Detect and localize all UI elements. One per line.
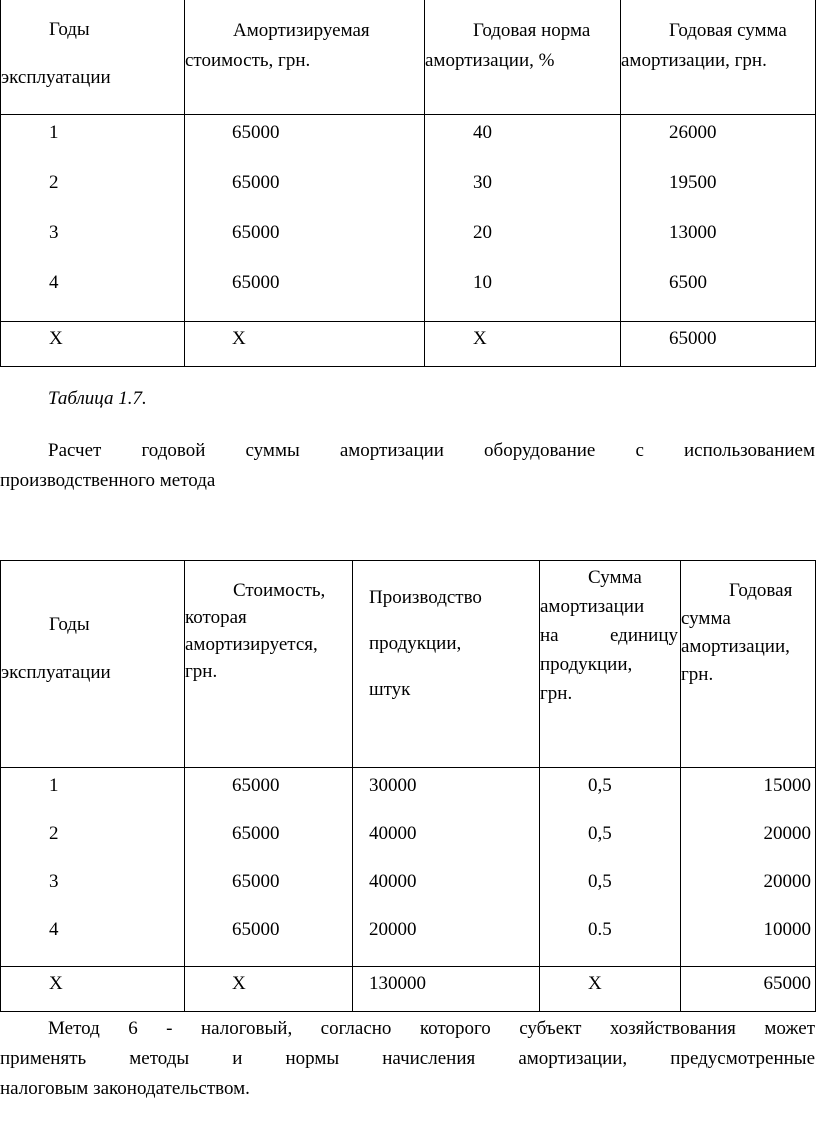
header-text: продукции, (540, 654, 633, 675)
header-text: которая (185, 607, 247, 628)
table-cell: 3 (49, 222, 59, 243)
header-text: грн. (681, 664, 714, 685)
table-cell: 13000 (669, 222, 717, 243)
depreciation-table-declining (0, 0, 816, 367)
paragraph-line: Метод 6 - налоговый, согласно которого субъект хозяйствования может (48, 1018, 815, 1039)
table2-total-row (1, 967, 816, 1012)
table-cell: 65000 (232, 272, 280, 293)
header-text: грн. (540, 683, 573, 704)
table-cell: 26000 (669, 122, 717, 143)
table2-col-production (353, 768, 540, 967)
table-cell: X (185, 967, 353, 1012)
table-cell: X (425, 322, 621, 367)
header-text: Амортизируемая (233, 20, 370, 41)
table1-header-value (185, 0, 425, 115)
table-cell: 65000 (232, 775, 280, 796)
table-cell: 0,5 (588, 823, 612, 844)
table-cell: 20000 (763, 823, 811, 844)
table-cell: X (1, 967, 185, 1012)
table1-col-value (185, 115, 425, 322)
table-cell: 10000 (763, 919, 811, 940)
table2-header-row (1, 561, 816, 768)
table-cell: 6500 (669, 272, 707, 293)
table-cell: 65000 (621, 322, 816, 367)
table-cell: 10 (473, 272, 492, 293)
table-cell: 1 (49, 122, 59, 143)
method-paragraph (0, 1014, 815, 1104)
table2-col-value (185, 768, 353, 967)
table-cell: 65000 (232, 222, 280, 243)
header-text: амортизации (540, 596, 645, 617)
header-text: Годы (49, 19, 90, 40)
paragraph-line: применять методы и нормы начисления амортизации, предусмотренные (0, 1048, 815, 1069)
table1-col-rate (425, 115, 621, 322)
table-cell: 130000 (353, 967, 540, 1012)
header-text: грн. (185, 661, 218, 682)
table1-header-years (1, 0, 185, 115)
table-cell: 20000 (763, 871, 811, 892)
table1-header-rate (425, 0, 621, 115)
table-cell: 0,5 (588, 871, 612, 892)
header-text: амортизируется, (185, 634, 318, 655)
table-cell: 65000 (232, 823, 280, 844)
paragraph-line: налоговым законодательством. (0, 1078, 250, 1099)
header-text: Годовая сумма (669, 20, 787, 41)
table2-header-production (353, 561, 540, 768)
header-text: Сумма (588, 567, 642, 588)
table-cell: X (540, 967, 681, 1012)
table2-header-annual-sum (681, 561, 816, 768)
header-text: сумма (681, 608, 731, 629)
header-text: амортизации, (681, 636, 790, 657)
table-cell: 65000 (232, 919, 280, 940)
table1-total-row (1, 322, 816, 367)
header-text: амортизации, грн. (621, 50, 767, 71)
header-text: Производство (369, 587, 482, 608)
table-cell: 4 (49, 272, 59, 293)
table-cell: 30 (473, 172, 492, 193)
header-text: стоимость, грн. (185, 50, 311, 71)
title-line: производственного метода (0, 470, 216, 491)
header-text: на единицу (540, 625, 678, 646)
depreciation-table-production (0, 560, 816, 1012)
header-text: Годовая (729, 580, 793, 601)
header-text: продукции, (369, 633, 462, 654)
table1-header-row (1, 0, 816, 115)
table2-col-years (1, 768, 185, 967)
table-cell: 15000 (763, 775, 811, 796)
table-cell: 4 (49, 919, 59, 940)
table-cell: 65000 (232, 122, 280, 143)
table-cell: 1 (49, 775, 59, 796)
table1-col-years (1, 115, 185, 322)
table-cell: 2 (49, 823, 59, 844)
header-text: Стоимость, (233, 580, 326, 601)
table-cell: X (185, 322, 425, 367)
table2-body-row (1, 768, 816, 967)
table-cell: 65000 (232, 871, 280, 892)
table2-header-years (1, 561, 185, 768)
header-text: амортизации, % (425, 50, 555, 71)
table-cell: 0.5 (588, 919, 612, 940)
table2-header-unit-amount (540, 561, 681, 768)
table-cell: X (1, 322, 185, 367)
header-text: Годовая норма (473, 20, 591, 41)
header-text: эксплуатации (1, 67, 111, 88)
table-cell: 40000 (369, 871, 417, 892)
table-cell: 30000 (369, 775, 417, 796)
table-cell: 20000 (369, 919, 417, 940)
table-cell: 65000 (232, 172, 280, 193)
header-text: Годы (49, 614, 90, 635)
table1-body-row (1, 115, 816, 322)
table-title (0, 436, 815, 496)
table-cell: 2 (49, 172, 59, 193)
table-cell: 20 (473, 222, 492, 243)
header-text: штук (369, 679, 411, 700)
table-cell: 40000 (369, 823, 417, 844)
title-line: Расчет годовой суммы амортизации оборудование с использованием (48, 440, 815, 461)
table-cell: 65000 (681, 967, 816, 1012)
table-cell: 40 (473, 122, 492, 143)
table2-col-unit-amount (540, 768, 681, 967)
table-caption: Таблица 1.7. (48, 388, 147, 409)
table2-col-annual-sum (681, 768, 816, 967)
header-text: эксплуатации (1, 662, 111, 683)
table2-header-value (185, 561, 353, 768)
table-cell: 3 (49, 871, 59, 892)
table1-header-sum (621, 0, 816, 115)
table-cell: 0,5 (588, 775, 612, 796)
table-cell: 19500 (669, 172, 717, 193)
table1-col-sum (621, 115, 816, 322)
